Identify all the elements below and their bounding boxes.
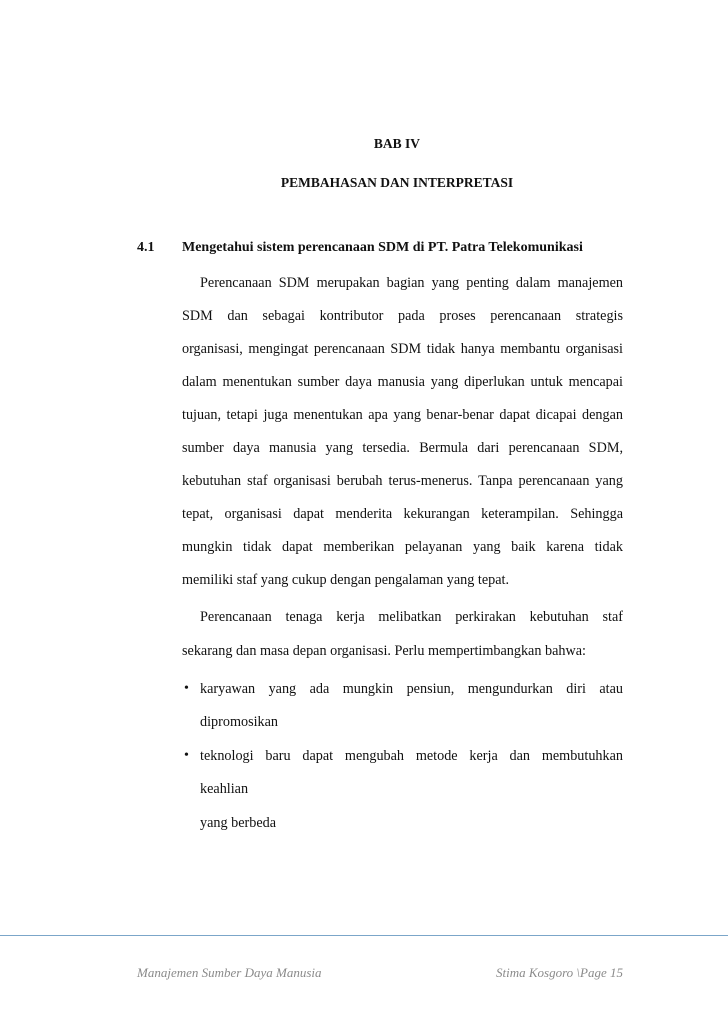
bullet-line: dipromosikan [200, 714, 279, 730]
paragraph-line: tujuan, tetapi juga menentukan apa yang benar-benar dapat dicapai dengan [182, 407, 623, 423]
footer-rule [0, 935, 728, 936]
bullet-line: karyawan yang ada mungkin pensiun, mengundurkan diri atau [200, 681, 623, 697]
chapter-title: PEMBAHASAN DAN INTERPRETASI [280, 175, 514, 190]
paragraph-line: Perencanaan SDM merupakan bagian yang penting dalam manajemen [200, 275, 623, 291]
bullet-line: teknologi baru dapat mengubah metode kerja dan membutuhkan [200, 748, 623, 764]
bullet-icon: • [184, 681, 189, 696]
paragraph-line: tepat, organisasi dapat menderita kekurangan keterampilan. Sehingga [182, 506, 623, 522]
paragraph-line: kebutuhan staf organisasi berubah terus-menerus. Tanpa perencanaan yang [182, 473, 623, 489]
paragraph-line: organisasi, mengingat perencanaan SDM tidak hanya membantu organisasi [182, 341, 623, 357]
paragraph-line: SDM dan sebagai kontributor pada proses perencanaan strategis [182, 308, 623, 324]
section-number: 4.1 [137, 240, 155, 255]
paragraph-line: mungkin tidak dapat memberikan pelayanan yang baik karena tidak [182, 539, 623, 555]
footer-left-text: Manajemen Sumber Daya Manusia [137, 965, 322, 980]
footer-page-label: Stima Kosgoro \Page 15 [496, 965, 623, 980]
paragraph-line: Perencanaan tenaga kerja melibatkan perkirakan kebutuhan staf [200, 609, 623, 625]
trailing-line: yang berbeda [200, 815, 277, 831]
chapter-heading: BAB IV [373, 136, 421, 151]
bullet-icon: • [184, 748, 189, 763]
section-title: Mengetahui sistem perencanaan SDM di PT. Patra Telekomunikasi [182, 240, 583, 255]
paragraph-line: sekarang dan masa depan organisasi. Perlu mempertimbangkan bahwa: [182, 643, 586, 659]
bullet-line: keahlian [200, 781, 249, 797]
paragraph-line: memiliki staf yang cukup dengan pengalaman yang tepat. [182, 572, 509, 588]
paragraph-line: sumber daya manusia yang tersedia. Bermula dari perencanaan SDM, [182, 440, 623, 456]
paragraph-line: dalam menentukan sumber daya manusia yang diperlukan untuk mencapai [182, 374, 623, 390]
